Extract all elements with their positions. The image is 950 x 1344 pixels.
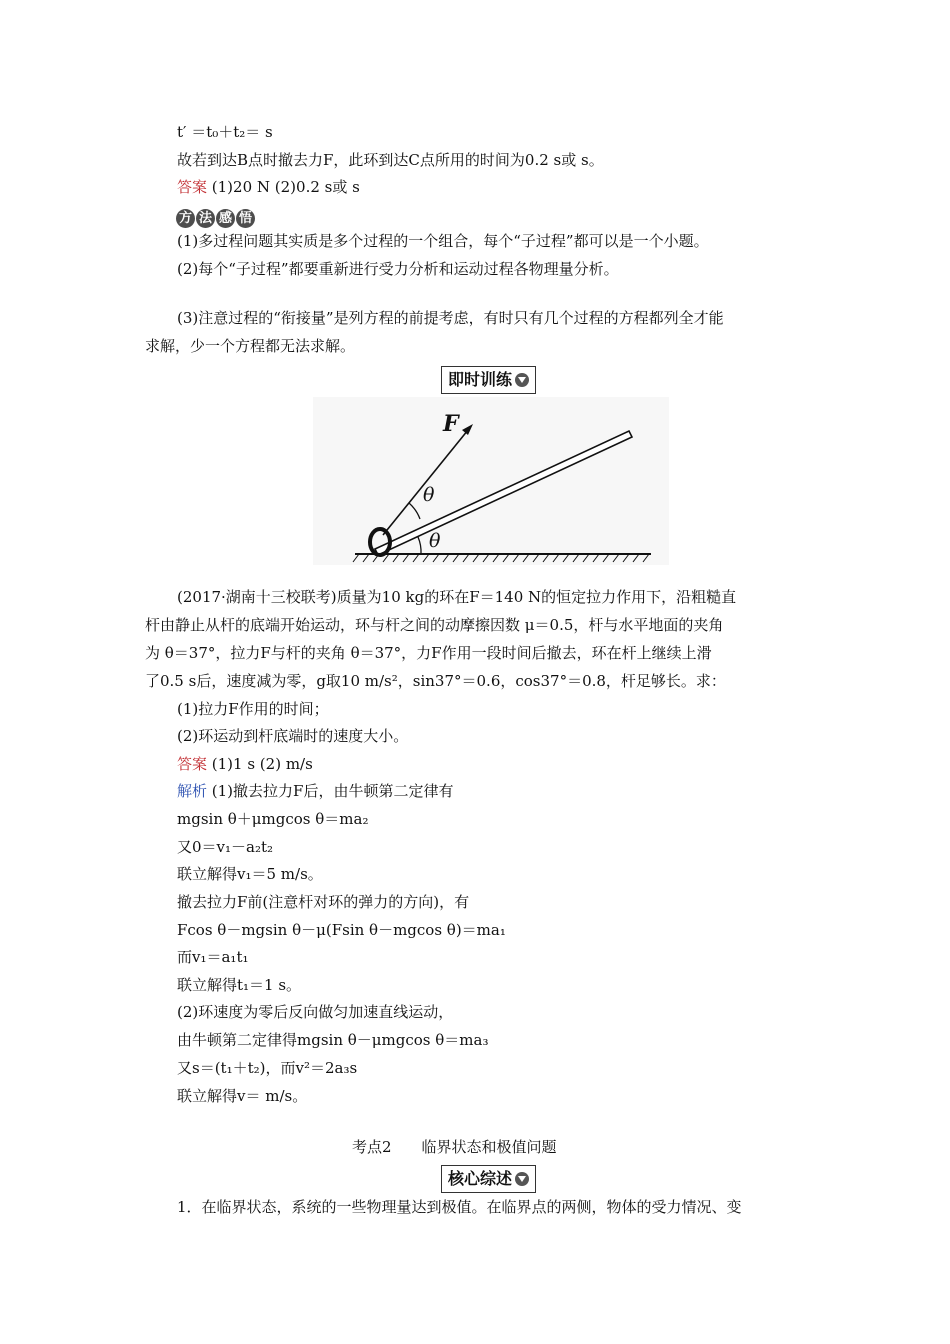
question-part-1: (1)拉力F作用的时间； xyxy=(177,700,329,718)
solution-step-4: 撤去拉力F前(注意杆对环的弹力的方向)，有 xyxy=(177,893,470,911)
solution-step-9: 由牛顿第二定律得mgsin θ－μmgcos θ＝ma₃ xyxy=(177,1031,489,1049)
solution-step-2: 又0＝v₁－a₂t₂ xyxy=(177,838,274,856)
method-insight-tag xyxy=(176,209,255,228)
question-line-2: 杆由静止从杆的底端开始运动，环与杆之间的动摩擦因数 μ＝0.5，杆与水平地面的夹角 xyxy=(145,616,724,634)
question-part-2: (2)环运动到杆底端时的速度大小。 xyxy=(177,727,409,745)
time-equation: t′ ＝t₀＋t₂＝ s xyxy=(177,123,273,141)
tag-char: 法 xyxy=(196,209,215,228)
method-point-2: (2)每个“子过程”都要重新进行受力分析和运动过程各物理量分析。 xyxy=(177,260,619,278)
solution-label: 解析 xyxy=(177,782,208,800)
chevron-down-icon xyxy=(515,373,529,387)
solution-step-7: 联立解得t₁＝1 s。 xyxy=(177,976,302,994)
answer-line-2 xyxy=(177,753,313,775)
answer-label: 答案 xyxy=(177,178,208,196)
force-label: F xyxy=(443,411,459,437)
conclusion-text: 故若到达B点时撤去力F，此环到达C点所用的时间为0.2 s或 s。 xyxy=(177,151,604,169)
method-point-3a: (3)注意过程的“衔接量”是列方程的前提考虑，有时只有几个过程的方程都列全才能 xyxy=(177,309,724,327)
figure-background xyxy=(313,397,669,565)
summary-point-1: 1．在临界状态，系统的一些物理量达到极值。在临界点的两侧，物体的受力情况、变 xyxy=(177,1198,742,1216)
force-diagram xyxy=(313,397,669,565)
solution-step-11: 联立解得v＝ m/s。 xyxy=(177,1087,308,1105)
solution-line xyxy=(177,780,453,802)
answer-line-1 xyxy=(177,176,360,198)
training-heading xyxy=(441,366,536,394)
solution-text: (1)撤去拉力F后，由牛顿第二定律有 xyxy=(207,782,454,800)
solution-step-8: (2)环速度为零后反向做匀加速直线运动， xyxy=(177,1003,454,1021)
answer-text: (1)1 s (2) m/s xyxy=(207,755,313,773)
solution-step-6: 而v₁＝a₁t₁ xyxy=(177,948,249,966)
training-heading-text: 即时训练 xyxy=(448,370,513,389)
question-line-3: 为 θ＝37°，拉力F与杆的夹角 θ＝37°，力F作用一段时间后撤去，环在杆上继续上滑 xyxy=(145,644,712,662)
tag-char: 悟 xyxy=(236,209,255,228)
tag-char: 感 xyxy=(216,209,235,228)
method-point-1: (1)多过程问题其实质是多个过程的一个组合，每个“子过程”都可以是一个小题。 xyxy=(177,232,709,250)
method-point-3b: 求解，少一个方程都无法求解。 xyxy=(145,337,356,355)
question-line-1: (2017·湖南十三校联考)质量为10 kg的环在F＝140 N的恒定拉力作用下，沿粗糙直 xyxy=(177,588,737,606)
solution-step-5: Fcos θ－mgsin θ－μ(Fsin θ－mgcos θ)＝ma₁ xyxy=(177,921,506,939)
answer-text: (1)20 N (2)0.2 s或 s xyxy=(207,178,360,196)
question-line-4: 了0.5 s后，速度减为零，g取10 m/s²，sin37°＝0.6，cos37°＝0.8，杆足够长。求： xyxy=(145,672,726,690)
tag-char: 方 xyxy=(176,209,195,228)
chevron-down-icon xyxy=(515,1172,529,1186)
core-summary-heading-text: 核心综述 xyxy=(448,1169,513,1188)
solution-step-10: 又s＝(t₁＋t₂)，而v²＝2a₃s xyxy=(177,1059,358,1077)
angle-label-2: θ xyxy=(429,530,441,552)
section-title: 考点2 临界状态和极值问题 xyxy=(352,1138,557,1156)
angle-label-1: θ xyxy=(423,484,435,506)
core-summary-heading xyxy=(441,1165,536,1193)
answer-label: 答案 xyxy=(177,755,208,773)
solution-step-1: mgsin θ＋μmgcos θ＝ma₂ xyxy=(177,810,369,828)
solution-step-3: 联立解得v₁＝5 m/s。 xyxy=(177,865,323,883)
